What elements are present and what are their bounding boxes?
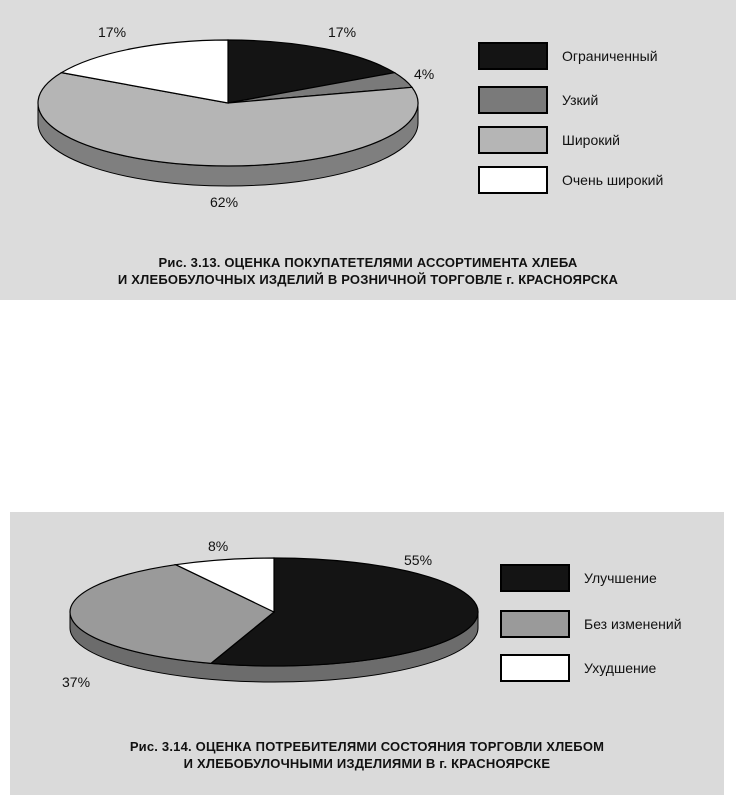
- legend-item-worsening: [500, 654, 656, 682]
- chart-caption-line1: Рис. 3.14. ОЦЕНКА ПОТРЕБИТЕЛЯМИ СОСТОЯНИЯ ТОРГОВЛИ ХЛЕБОМ: [129, 739, 605, 754]
- pie-label-limited: 17%: [328, 24, 357, 40]
- legend-item-limited: [478, 42, 658, 70]
- legend-item-improvement: [500, 564, 657, 592]
- legend-swatch-no-change: [500, 610, 570, 638]
- legend-swatch-very-wide: [478, 166, 548, 194]
- legend-item-very-wide: [478, 166, 663, 194]
- pie-label-wide: 62%: [210, 194, 239, 210]
- pie-label-no-change: 37%: [62, 674, 91, 690]
- legend-label-wide: Широкий: [562, 132, 620, 148]
- pie-label-worsening: 8%: [208, 538, 229, 554]
- legend-swatch-narrow: [478, 86, 548, 114]
- pie-label-improvement: 55%: [404, 552, 433, 568]
- legend-swatch-wide: [478, 126, 548, 154]
- legend-swatch-improvement: [500, 564, 570, 592]
- chart-panel-assortment: [0, 0, 736, 300]
- pie-label-narrow: 4%: [414, 66, 435, 82]
- chart-caption-line2: И ХЛЕБОБУЛОЧНЫМИ ИЗДЕЛИЯМИ В г. КРАСНОЯРСКЕ: [183, 756, 551, 771]
- legend-label-limited: Ограниченный: [562, 48, 658, 64]
- chart-caption-line1: Рис. 3.13. ОЦЕНКА ПОКУПАТЕТЕЛЯМИ АССОРТИМЕНТА ХЛЕБА: [158, 255, 578, 270]
- legend-label-no-change: Без изменений: [584, 616, 682, 632]
- legend-item-no-change: [500, 610, 682, 638]
- legend-label-very-wide: Очень широкий: [562, 172, 664, 188]
- chart-panel-trade-state: [10, 512, 724, 795]
- legend-label-improvement: Улучшение: [584, 570, 657, 586]
- legend-item-wide: [478, 126, 620, 154]
- legend-label-worsening: Ухудшение: [584, 660, 657, 676]
- chart-caption-line2: И ХЛЕБОБУЛОЧНЫХ ИЗДЕЛИЙ В РОЗНИЧНОЙ ТОРГОВЛЕ г. КРАСНОЯРСКА: [117, 272, 619, 287]
- legend-swatch-limited: [478, 42, 548, 70]
- legend-label-narrow: Узкий: [562, 92, 599, 108]
- legend-item-narrow: [478, 86, 598, 114]
- legend-swatch-worsening: [500, 654, 570, 682]
- pie-label-very-wide: 17%: [98, 24, 127, 40]
